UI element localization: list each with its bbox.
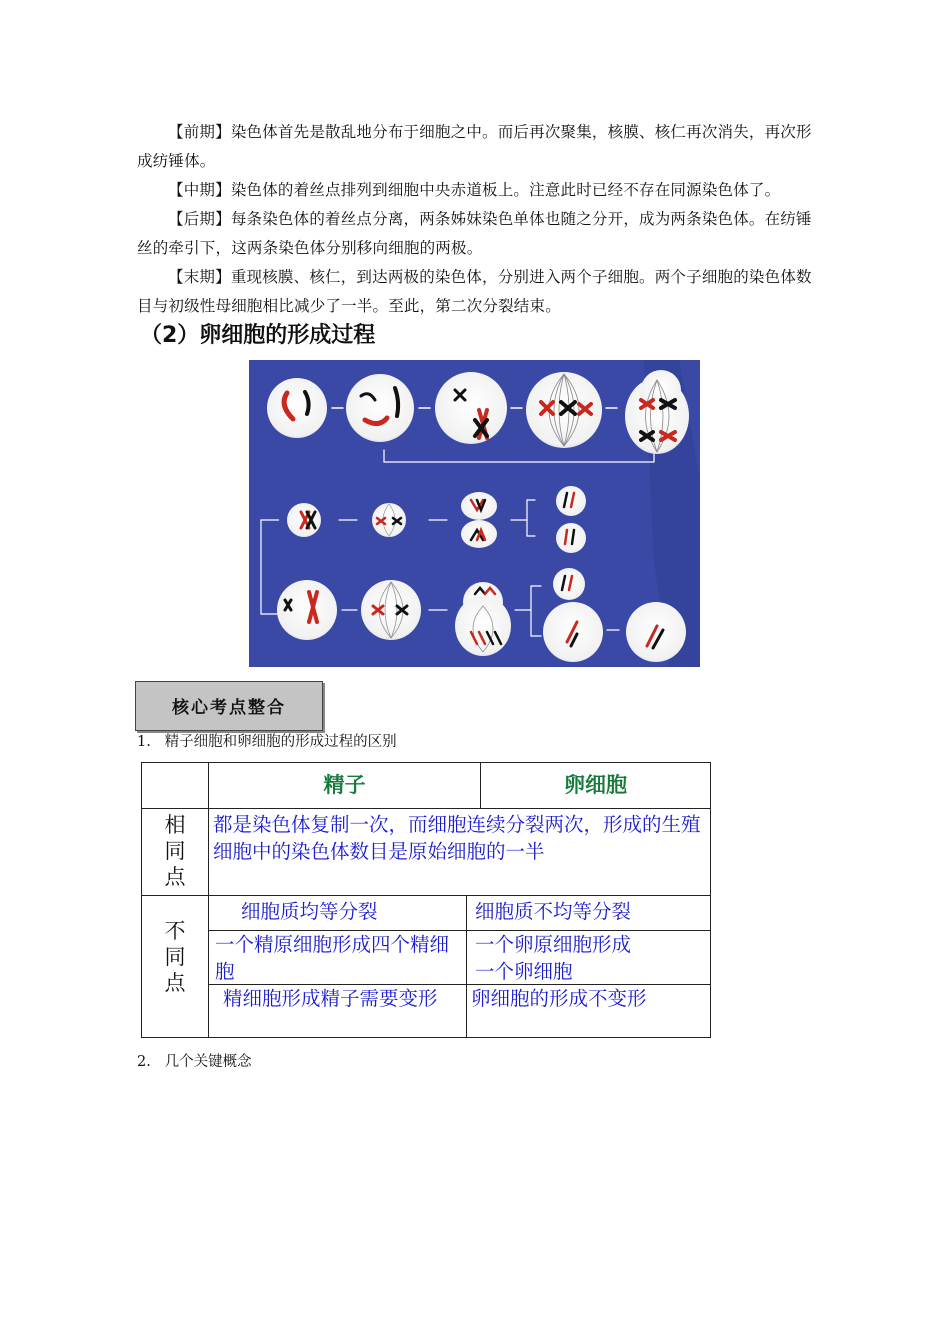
section-title: 核心考点整合 [172,698,286,718]
paragraph-telophase [137,263,817,321]
diff-egg-1: 细胞质不均等分裂 [466,895,711,931]
diff-label-cell [141,895,209,1038]
same-label: 相同点 [164,813,186,889]
paragraph-label: 【后期】 [168,210,231,228]
diff-egg-2: 一个卵原细胞形成一个卵细胞 [466,930,711,985]
paragraph-anaphase [137,205,817,263]
paragraph-text: 染色体的着丝点排列到细胞中央赤道板上。注意此时已经不存在同源染色体了。 [230,181,781,199]
table-corner [141,762,209,809]
paragraph-metaphase [137,176,817,205]
list-text: 精子细胞和卵细胞的形成过程的区别 [164,734,397,750]
paragraph-label: 【前期】 [168,123,231,141]
diff-label: 不同点 [164,919,186,995]
list-text: 几个关键概念 [164,1054,252,1070]
list-item [137,730,397,751]
list-number: 1. [137,734,151,750]
paragraph-label: 【中期】 [168,181,231,199]
paragraph-label: 【末期】 [168,268,231,286]
header-egg: 卵细胞 [480,762,711,809]
section-heading: （2）卵细胞的形成过程 [140,323,376,348]
section-title-box [135,681,323,731]
paragraph-text: 染色体首先是散乱地分布于细胞之中。而后再次聚集，核膜、核仁再次消失，再次形成纺锤体。 [137,123,812,170]
header-sperm: 精子 [208,762,481,809]
list-item [137,1050,252,1071]
diff-sperm-2: 一个精原细胞形成四个精细胞 [208,930,467,985]
same-label-cell [141,808,209,896]
paragraph-text: 每条染色体的着丝点分离，两条姊妹染色单体也随之分开，成为两条染色体。在纺锤丝的牵引下，这两条染色体分别移向细胞的两极。 [137,210,812,257]
diff-sperm-1: 细胞质均等分裂 [208,895,467,931]
list-number: 2. [137,1054,151,1070]
same-text: 都是染色体复制一次，而细胞连续分裂两次，形成的生殖细胞中的染色体数目是原始细胞的一半 [208,808,711,896]
paragraph-prophase [137,118,817,176]
diff-egg-3: 卵细胞的形成不变形 [466,984,711,1038]
diff-sperm-3: 精细胞形成精子需要变形 [208,984,467,1038]
comparison-table [141,762,711,1038]
oogenesis-figure [249,360,700,667]
oogenesis-illustration [249,360,700,667]
paragraph-text: 重现核膜、核仁，到达两极的染色体，分别进入两个子细胞。两个子细胞的染色体数目与初级性母细胞相比减少了一半。至此，第二次分裂结束。 [137,268,812,315]
